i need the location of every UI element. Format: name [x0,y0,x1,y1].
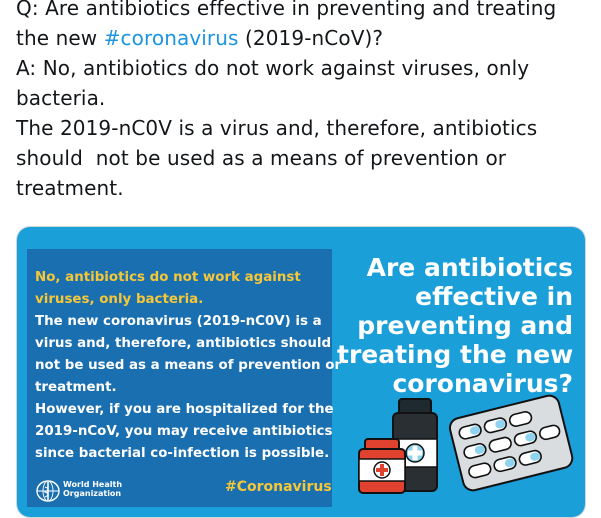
tweet-line-text: the new [16,26,104,50]
headline-line: Are antibiotics [366,253,573,282]
small-bottle-icon [359,439,405,493]
tweet-line [16,143,586,173]
tweet-line [16,23,586,53]
media-card-image[interactable] [16,226,586,518]
logo-line: Organization [63,489,122,498]
body-line: 2019-nCoV, you may receive antibiotics [35,424,333,439]
answer-body-text [35,311,342,465]
body-line: treatment. [35,380,117,395]
body-line: not be used as a means of prevention or [35,358,342,373]
headline-line: coronavirus? [392,369,573,398]
tweet-line-text: A: No, antibiotics do not work against viruses, only [16,56,530,80]
tweet-line-text: (2019-nCoV)? [238,26,384,50]
card-headline [337,253,573,398]
answer-line: No, antibiotics do not work against [35,270,301,285]
headline-line: treating the new [337,340,574,369]
card-hashtag: #Coronavirus [225,479,332,495]
tweet-line [16,83,586,113]
pill-blister-icon [448,394,575,493]
tweet-line-text: The 2019-nC0V is a virus and, therefore, antibiotics [16,116,538,140]
body-line: virus and, therefore, antibiotics should [35,336,332,351]
tweet-line [16,113,586,143]
tweet-line-text: bacteria. [16,86,106,110]
tweet-line [16,173,586,203]
who-logo-icon [35,479,61,503]
who-logo-text [63,480,122,498]
body-line: The new coronavirus (2019-nC0V) is a [35,314,322,329]
tweet-line-text: Q: Are antibiotics effective in preventing and treating [16,0,557,20]
headline-line: effective in [415,282,573,311]
answer-highlight-text [35,267,335,311]
tweet-line-text: treatment. [16,176,124,200]
tweet-line [16,53,586,83]
medicine-illustration [357,393,577,497]
logo-line: World Health [63,480,123,489]
tweet-line-text: should not be used as a means of prevention or [16,146,507,170]
coronavirus-hashtag-link[interactable]: #coronavirus [103,26,239,50]
body-line: However, if you are hospitalized for the [35,402,334,417]
headline-line: preventing and [357,311,573,340]
tweet-text [16,0,586,203]
tweet-line [16,0,586,23]
answer-line: viruses, only bacteria. [35,292,204,307]
body-line: since bacterial co-infection is possible. [35,446,330,461]
